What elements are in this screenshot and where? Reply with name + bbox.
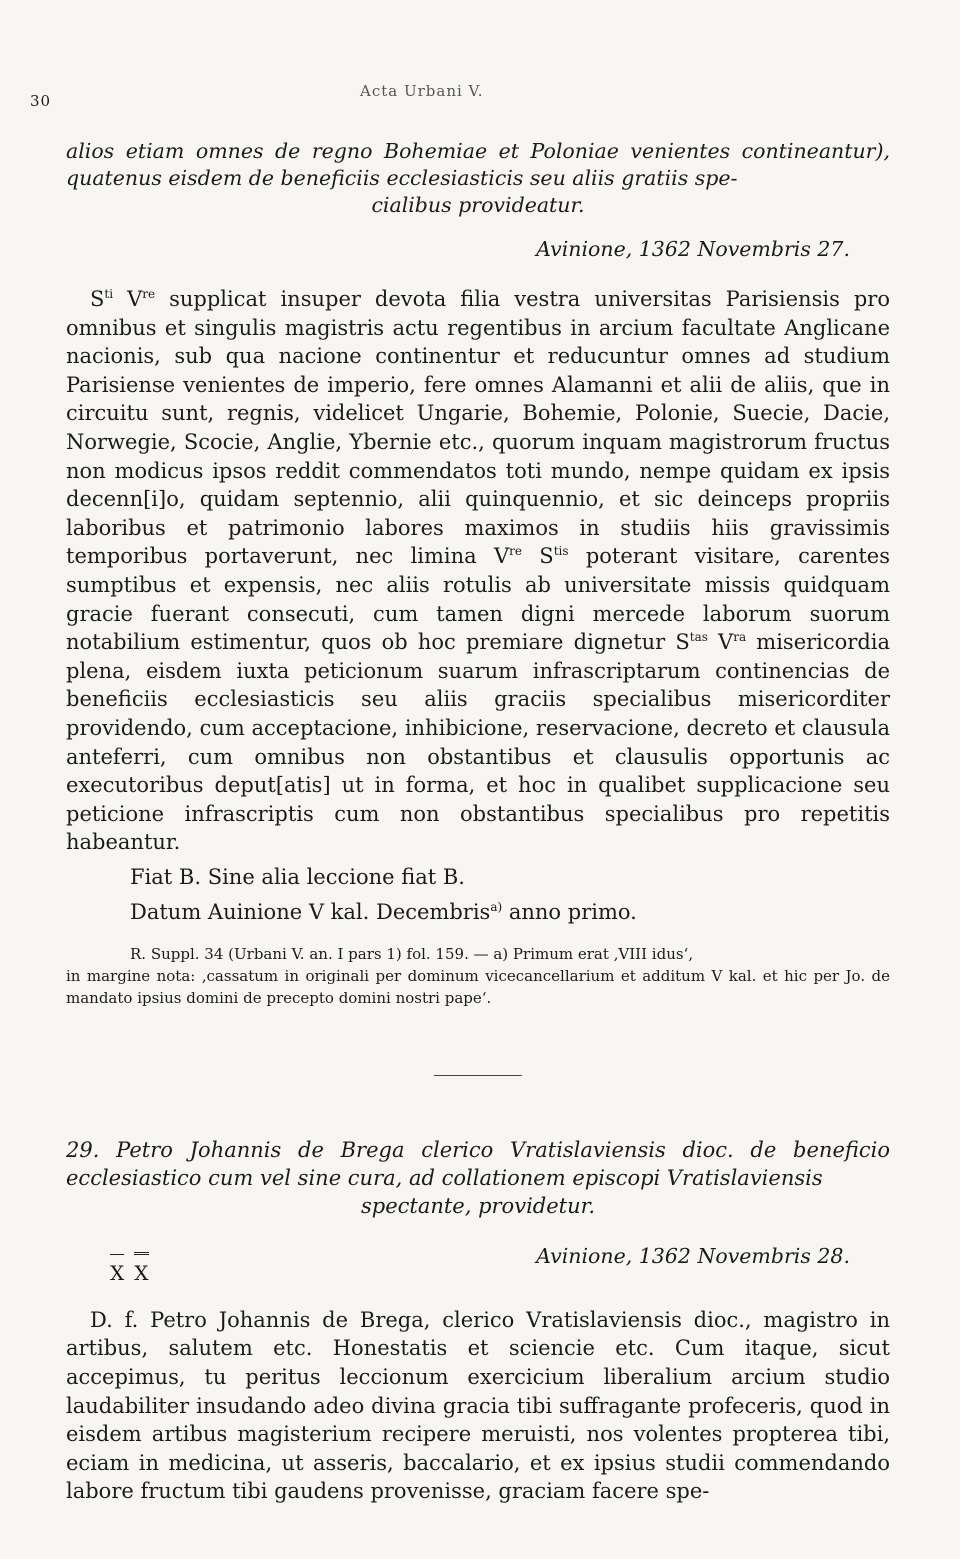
sup-sti: ti <box>104 287 114 301</box>
sup-re: re <box>509 544 522 559</box>
sup-tis: tis <box>553 544 569 559</box>
datum-note-mark: a) <box>490 899 503 914</box>
entry28-date: Avinione, 1362 Novembris 27. <box>536 237 850 261</box>
footnote-line1: R. Suppl. 34 (Urbani V. an. I pars 1) fol. 159. — a) Primum erat ‚VIII idus‘, <box>130 944 694 963</box>
entry28-body-part2: poterant visitare, carentes sumptibus et expensis, nec aliis rotulis ab universitate missis quidquam gracie fuerant consecuti, cum tamen digni mercede laborum suorum notabilium estimentur, quos ob hoc premiare dignetur S <box>66 544 890 655</box>
running-header <box>30 82 890 112</box>
page-number: 30 <box>30 92 52 110</box>
sup-vre: re <box>142 287 156 301</box>
footnote-line2: in margine nota: ‚cassatum in originali per dominum vicecancellarium et additum V kal. et hic per Jo. de mandato ipsius domini de precepto domini nostri pape‘. <box>66 966 890 1007</box>
registry-mark-1: X <box>110 1254 124 1285</box>
entry29-date: Avinione, 1362 Novembris 28. <box>536 1243 850 1268</box>
entry28-body-part3: misericordia plena, eisdem iuxta peticionum suarum infrascriptarum continencias de beneficiis ecclesiasticis seu aliis graciis specialibus misericorditer providendo, cum acceptacione, inhibicione, reservacione, decreto et clausula anteferri, cum omnibus non obstantibus et clausulis opportunis ac executoribus deput[atis] ut in forma, et hoc in qualibet supplicacione seu peticione infrascriptis cum non obstantibus specialibus pro repetitis habeantur. <box>66 630 890 855</box>
entry29-heading-text: Petro Johannis de Brega clerico Vratislaviensis dioc. de beneficio ecclesiastico cum vel sine cura, ad collationem episcopi Vratislaviensis <box>66 1137 890 1190</box>
section-divider <box>434 1075 522 1076</box>
entry28-body-part1: supplicat insuper devota filia vestra universitas Parisiensis pro omnibus et singulis magistris actu regentibus in arcium facultate Anglicane nacionis, sub qua nacione continentur et reducuntur omnes ad studium Parisiense venientes de imperio, fere omnes Alamanni et alii de aliis, que in circuitu sunt, regnis, videlicet Ungarie, Bohemie, Polonie, Suecie, Dacie, Norwegie, Scocie, Anglie, Ybernie etc., quorum inquam magistrorum fructus non modicus ipsos reddit commendatos toti mundo, nempe quidam ex ipsis decenn[i]o, quidam septennio, alii quinquennio, et sic deinceps propriis laboribus et patrimonio labores maximos in studiis hiis gravissimis temporibus portaverunt, nec limina V <box>66 287 890 569</box>
datum-end: anno primo. <box>508 899 637 924</box>
continuation-last-line: cialibus provideatur. <box>371 193 585 217</box>
sup-tas: tas <box>689 630 708 645</box>
entry29-body: D. f. Petro Johannis de Brega, clerico Vratislaviensis dioc., magistro in artibus, salutem etc. Honestatis et sciencie etc. Cum itaque, sicut accepimus, tu peritus leccionum exercicium liberalium arcium studio laudabiliter insudando adeo divina gracia tibi suffragante profeceris, quod in eisdem artibus magisterium recipere meruisti, nos volentes propterea tibi, eciam in medicina, ut asseris, baccalario, et ex ipsius studii commendando labore fructum tibi gaudens provenisse, graciam facere spe- <box>66 1307 890 1504</box>
entry28-body: $S^{ti}$ Vre supplicat insuper devota filia vestra universitas Parisiensis pro omnibus et singulis magistris actu regentibus in arcium facultate Anglicane nacionis, sub qua nacione continentur et reducuntur omnes ad studium Parisiense venientes de imperio, fere omnes Alamanni et alii de aliis, que in circuitu sunt, regnis, videlicet Ungarie, Bohemie, Polonie, Suecie, Dacie, Norwegie, Scocie, Anglie, Ybernie etc., quorum inquam magistrorum fructus non modicus ipsos reddit commendatos toti mundo, nempe quidam ex ipsis decenn[i]o, quidam septennio, alii quinquennio, et sic deinceps propriis laboribus et patrimonio labores maximos in studiis hiis gravissimis temporibus portaverunt, nec limina Vre $S^{tis}$ poterant visitare, carentes sumptibus et expensis, nec aliis rotulis ab universitate missis quidquam gracie fuerant consecuti, cum tamen digni mercede laborum suorum notabilium estimentur, quos ob hoc premiare dignetur $S^{tas}$ $V^{ra}$ misericordia plena, eisdem iuxta peticionum suarum infrascriptarum continencias de beneficiis ecclesiasticis seu aliis graciis specialibus misericorditer providendo, cum acceptacione, inhibicione, reservacione, decreto et clausula anteferri, cum omnibus non obstantibus et clausulis opportunis ac executoribus deput[atis] ut in forma, et hoc in qualibet supplicacione seu peticione infrascriptis cum non obstantibus specialibus pro repetitis habeantur. <box>66 287 890 855</box>
running-title: Acta Urbani V. <box>360 82 484 100</box>
entry29-heading-last: spectante, providetur. <box>360 1193 596 1218</box>
entry29-marks-date <box>66 1244 890 1306</box>
entry29-number: 29. <box>66 1137 100 1162</box>
continuation-text <box>66 138 890 219</box>
sup-ra: ra <box>733 630 747 645</box>
entry29-heading <box>66 1136 890 1220</box>
footnote <box>66 943 890 1009</box>
continuation-body: alios etiam omnes de regno Bohemiae et Poloniae venientes contineantur), quatenus eisdem de beneficiis ecclesiasticis seu aliis gratiis spe- <box>66 139 890 190</box>
fiat-line: Fiat B. Sine alia leccione fiat B. <box>130 864 465 889</box>
datum-line <box>130 898 890 927</box>
registry-mark-2: X <box>134 1252 148 1285</box>
registry-marks <box>110 1252 159 1285</box>
datum-text: Datum Auinione V kal. Decembris <box>130 899 491 924</box>
